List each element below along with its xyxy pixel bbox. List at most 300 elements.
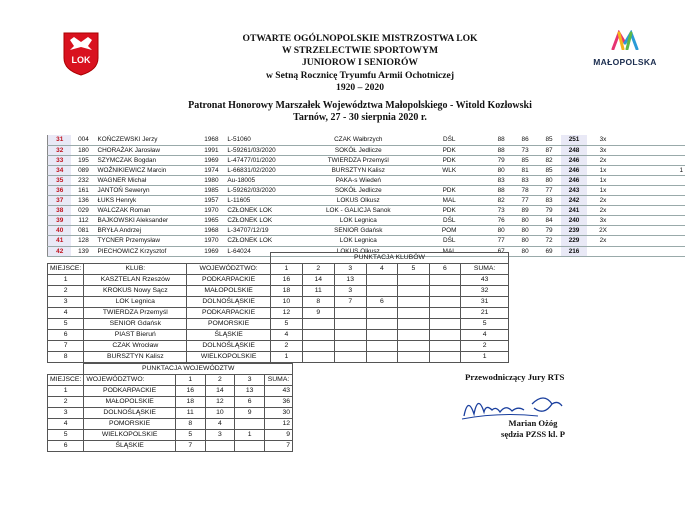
clubs-cell bbox=[334, 341, 366, 352]
clubs-header-cell: 4 bbox=[366, 264, 398, 275]
results-cell-pos: 42 bbox=[48, 246, 72, 256]
results-cell-sum: 246 bbox=[561, 155, 587, 165]
clubs-cell bbox=[334, 352, 366, 363]
voiv-header-cell: 2 bbox=[205, 375, 235, 386]
results-cell-voiv: DŚL bbox=[409, 236, 489, 246]
clubs-cell: PODKARPACKIE bbox=[187, 308, 271, 319]
results-cell-cls: 1x bbox=[587, 165, 619, 175]
results-cell-name: SZYMCZAK Bogdan bbox=[95, 155, 197, 165]
results-cell-cls: 2x bbox=[587, 155, 619, 165]
results-cell-pos: 35 bbox=[48, 175, 72, 185]
clubs-cell: 1 bbox=[48, 275, 84, 286]
jury-role: sędzia PZSS kl. P bbox=[501, 429, 565, 439]
voiv-cell: 8 bbox=[175, 419, 205, 430]
results-cell-year: 1968 bbox=[197, 135, 225, 145]
results-cell-pos: 41 bbox=[48, 236, 72, 246]
results-cell-pos: 37 bbox=[48, 196, 72, 206]
voiv-cell: 30 bbox=[264, 408, 292, 419]
results-cell-extra bbox=[619, 236, 685, 246]
results-cell-pos: 38 bbox=[48, 206, 72, 216]
results-cell-s1: 88 bbox=[489, 145, 513, 155]
results-cell-extra bbox=[619, 246, 685, 256]
clubs-cell: 5 bbox=[48, 319, 84, 330]
clubs-cell bbox=[429, 319, 461, 330]
results-cell-s2: 80 bbox=[513, 226, 537, 236]
results-cell-s2: 80 bbox=[513, 236, 537, 246]
clubs-cell: DOLNOŚLĄSKIE bbox=[187, 341, 271, 352]
clubs-cell: 1 bbox=[270, 352, 302, 363]
results-cell-s3: 87 bbox=[537, 145, 561, 155]
voiv-header-cell: MIEJSCE: bbox=[48, 375, 84, 386]
results-cell-lic: L-59261/03/2020 bbox=[225, 145, 307, 155]
voiv-cell: POMORSKIE bbox=[84, 419, 176, 430]
results-cell-extra bbox=[619, 185, 685, 195]
results-cell-sum: 243 bbox=[561, 185, 587, 195]
clubs-cell: 2 bbox=[270, 341, 302, 352]
clubs-cell bbox=[398, 297, 430, 308]
clubs-cell: 16 bbox=[270, 275, 302, 286]
voiv-cell: 2 bbox=[48, 397, 84, 408]
results-cell-extra bbox=[619, 196, 685, 206]
results-cell-s1: 77 bbox=[489, 236, 513, 246]
clubs-header-cell: 3 bbox=[334, 264, 366, 275]
results-row bbox=[48, 226, 686, 236]
results-row bbox=[48, 145, 686, 155]
results-cell-lic: L-51060 bbox=[225, 135, 307, 145]
results-cell-s3: 83 bbox=[537, 196, 561, 206]
clubs-cell bbox=[302, 352, 334, 363]
clubs-cell bbox=[398, 308, 430, 319]
results-cell-extra: 1 bbox=[619, 165, 685, 175]
results-cell-pos: 40 bbox=[48, 226, 72, 236]
clubs-cell: 7 bbox=[48, 341, 84, 352]
clubs-row bbox=[48, 319, 509, 330]
voiv-cell bbox=[205, 441, 235, 452]
results-cell-s1: 67 bbox=[489, 246, 513, 256]
clubs-header-cell: 1 bbox=[270, 264, 302, 275]
clubs-cell bbox=[366, 330, 398, 341]
results-row bbox=[48, 175, 686, 185]
results-cell-cls: 2X bbox=[587, 226, 619, 236]
results-cell-extra bbox=[619, 226, 685, 236]
results-cell-voiv: PDK bbox=[409, 145, 489, 155]
results-cell-s3: 80 bbox=[537, 175, 561, 185]
clubs-cell: 5 bbox=[461, 319, 509, 330]
clubs-cell: 9 bbox=[302, 308, 334, 319]
clubs-cell: SENIOR Gdańsk bbox=[84, 319, 187, 330]
results-cell-no: 029 bbox=[71, 206, 95, 216]
clubs-header-cell: 2 bbox=[302, 264, 334, 275]
header-place: Tarnów, 27 - 30 sierpnia 2020 r. bbox=[293, 112, 427, 124]
clubs-row bbox=[48, 286, 509, 297]
results-cell-s2: 77 bbox=[513, 196, 537, 206]
voiv-cell: 12 bbox=[264, 419, 292, 430]
clubs-cell bbox=[366, 275, 398, 286]
voiv-cell: 9 bbox=[264, 430, 292, 441]
results-cell-club: CZAK Wałbrzych bbox=[307, 135, 409, 145]
jury-title: Przewodniczący Jury RTS bbox=[465, 372, 565, 382]
results-cell-s3: 82 bbox=[537, 155, 561, 165]
results-cell-s1: 82 bbox=[489, 196, 513, 206]
results-cell-lic: L-59262/03/2020 bbox=[225, 185, 307, 195]
clubs-cell: 18 bbox=[270, 286, 302, 297]
results-cell-extra bbox=[619, 145, 685, 155]
clubs-cell bbox=[398, 341, 430, 352]
results-cell-extra bbox=[619, 155, 685, 165]
results-cell-name: CHORAŻAK Jarosław bbox=[95, 145, 197, 155]
results-cell-club: LOKUS Olkusz bbox=[307, 196, 409, 206]
results-cell-s1: 73 bbox=[489, 206, 513, 216]
results-cell-s1: 79 bbox=[489, 155, 513, 165]
results-cell-year: 1974 bbox=[197, 165, 225, 175]
results-row bbox=[48, 135, 686, 145]
clubs-cell: 3 bbox=[48, 297, 84, 308]
clubs-cell: POMORSKIE bbox=[187, 319, 271, 330]
results-row bbox=[48, 185, 686, 195]
results-cell-name: WALCZAK Roman bbox=[95, 206, 197, 216]
results-cell-club: LOKUS Olkusz bbox=[307, 246, 409, 256]
clubs-cell bbox=[334, 330, 366, 341]
voiv-cell: 13 bbox=[235, 386, 265, 397]
header-line-5: 1920 – 2020 bbox=[336, 81, 384, 93]
malopolska-m-icon bbox=[610, 30, 640, 50]
clubs-cell: 31 bbox=[461, 297, 509, 308]
clubs-cell: 7 bbox=[334, 297, 366, 308]
results-cell-sum: 242 bbox=[561, 196, 587, 206]
voiv-cell: 1 bbox=[48, 386, 84, 397]
voiv-row bbox=[48, 441, 293, 452]
results-cell-s1: 80 bbox=[489, 226, 513, 236]
voiv-cell: 36 bbox=[264, 397, 292, 408]
clubs-cell: 43 bbox=[461, 275, 509, 286]
results-cell-cls: 1x bbox=[587, 175, 619, 185]
results-cell-year: 1970 bbox=[197, 206, 225, 216]
clubs-cell: 2 bbox=[461, 341, 509, 352]
clubs-cell bbox=[366, 319, 398, 330]
results-cell-cls: 2x bbox=[587, 236, 619, 246]
results-cell-cls: 3x bbox=[587, 216, 619, 226]
voiv-cell: 7 bbox=[264, 441, 292, 452]
voiv-header-cell: SUMA: bbox=[264, 375, 292, 386]
clubs-cell: 8 bbox=[302, 297, 334, 308]
malopolska-logo-text: MAŁOPOLSKA bbox=[593, 57, 657, 67]
results-cell-year: 1969 bbox=[197, 246, 225, 256]
voiv-row bbox=[48, 386, 293, 397]
clubs-cell: CZAK Wrocław bbox=[84, 341, 187, 352]
results-cell-club: LOK - GALICJA Sanok bbox=[307, 206, 409, 216]
results-cell-year: 1965 bbox=[197, 216, 225, 226]
clubs-cell: MAŁOPOLSKIE bbox=[187, 286, 271, 297]
clubs-cell bbox=[398, 330, 430, 341]
results-cell-name: WAGNER Michał bbox=[95, 175, 197, 185]
clubs-cell bbox=[398, 319, 430, 330]
results-cell-extra bbox=[619, 216, 685, 226]
clubs-header-cell: 5 bbox=[398, 264, 430, 275]
results-cell-s3: 77 bbox=[537, 185, 561, 195]
results-cell-cls: 3x bbox=[587, 135, 619, 145]
voiv-cell: 16 bbox=[175, 386, 205, 397]
results-cell-s3: 85 bbox=[537, 165, 561, 175]
header-patron: Patronat Honorowy Marszałek Województwa Małopolskiego - Witold Kozłowski bbox=[188, 100, 532, 112]
results-cell-name: KOŃCZEWSKI Jerzy bbox=[95, 135, 197, 145]
results-cell-sum: 216 bbox=[561, 246, 587, 256]
clubs-cell: 14 bbox=[302, 275, 334, 286]
voiv-cell: DOLNOŚLĄSKIE bbox=[84, 408, 176, 419]
clubs-cell: WIELKOPOLSKIE bbox=[187, 352, 271, 363]
results-cell-s1: 83 bbox=[489, 175, 513, 185]
results-cell-lic: L-34707/12/19 bbox=[225, 226, 307, 236]
lok-logo bbox=[62, 30, 100, 76]
header-line-1: OTWARTE OGÓLNOPOLSKIE MISTRZOSTWA LOK bbox=[242, 33, 478, 44]
clubs-title: PUNKTACJA KLUBÓW bbox=[270, 253, 508, 264]
results-cell-s2: 80 bbox=[513, 246, 537, 256]
results-cell-club: SENIOR Gdańsk bbox=[307, 226, 409, 236]
results-cell-voiv: WLK bbox=[409, 165, 489, 175]
results-cell-sum: 239 bbox=[561, 226, 587, 236]
clubs-header-cell: MIEJSCE: bbox=[48, 264, 84, 275]
results-cell-sum: 251 bbox=[561, 135, 587, 145]
results-cell-lic: L-11605 bbox=[225, 196, 307, 206]
results-cell-sum: 246 bbox=[561, 175, 587, 185]
results-cell-voiv: PDK bbox=[409, 206, 489, 216]
clubs-row bbox=[48, 330, 509, 341]
clubs-cell bbox=[429, 330, 461, 341]
clubs-cell: 13 bbox=[334, 275, 366, 286]
clubs-cell bbox=[398, 275, 430, 286]
results-cell-s1: 76 bbox=[489, 216, 513, 226]
results-cell-s1: 80 bbox=[489, 165, 513, 175]
header-line-3: JUNIOROW I SENIORÓW bbox=[301, 57, 419, 69]
results-cell-cls bbox=[587, 246, 619, 256]
clubs-cell: 5 bbox=[270, 319, 302, 330]
voiv-row bbox=[48, 419, 293, 430]
clubs-header-cell: KLUB: bbox=[84, 264, 187, 275]
voivodeship-table bbox=[47, 363, 293, 452]
clubs-cell: 1 bbox=[461, 352, 509, 363]
results-cell-year: 1980 bbox=[197, 175, 225, 185]
voiv-cell: PODKARPACKIE bbox=[84, 386, 176, 397]
results-cell-cls: 1x bbox=[587, 185, 619, 195]
voiv-cell: 11 bbox=[175, 408, 205, 419]
voiv-cell: 6 bbox=[48, 441, 84, 452]
results-row bbox=[48, 216, 686, 226]
results-row bbox=[48, 196, 686, 206]
clubs-cell bbox=[366, 352, 398, 363]
clubs-cell bbox=[302, 330, 334, 341]
voiv-header-row bbox=[48, 375, 293, 386]
results-cell-sum: 246 bbox=[561, 165, 587, 175]
results-cell-lic: L-47477/01/2020 bbox=[225, 155, 307, 165]
clubs-cell: 6 bbox=[48, 330, 84, 341]
clubs-cell: 8 bbox=[48, 352, 84, 363]
results-cell-year: 1968 bbox=[197, 226, 225, 236]
clubs-cell bbox=[429, 286, 461, 297]
results-cell-name: ŁUKS Henryk bbox=[95, 196, 197, 206]
results-cell-s3: 79 bbox=[537, 226, 561, 236]
clubs-cell bbox=[429, 352, 461, 363]
results-cell-no: 161 bbox=[71, 185, 95, 195]
header-line-4: w Setną Rocznicę Tryumfu Armii Ochotniczej bbox=[265, 69, 455, 81]
voiv-cell: 18 bbox=[175, 397, 205, 408]
clubs-cell bbox=[429, 308, 461, 319]
results-cell-s2: 80 bbox=[513, 216, 537, 226]
voiv-cell: 4 bbox=[205, 419, 235, 430]
voiv-cell bbox=[235, 441, 265, 452]
results-row bbox=[48, 206, 686, 216]
voiv-cell: 1 bbox=[235, 430, 265, 441]
results-cell-lic: CZŁONEK LOK bbox=[225, 216, 307, 226]
jury-name: Marian Ożóg bbox=[508, 418, 558, 428]
results-cell-year: 1985 bbox=[197, 185, 225, 195]
results-cell-pos: 32 bbox=[48, 145, 72, 155]
results-cell-lic: CZŁONEK LOK bbox=[225, 206, 307, 216]
clubs-cell: 12 bbox=[270, 308, 302, 319]
results-cell-voiv: DŚL bbox=[409, 135, 489, 145]
results-cell-no: 128 bbox=[71, 236, 95, 246]
clubs-cell: TWIERDZA Przemyśl bbox=[84, 308, 187, 319]
results-cell-s2: 83 bbox=[513, 175, 537, 185]
voiv-cell: 3 bbox=[48, 408, 84, 419]
clubs-cell: PODKARPACKIE bbox=[187, 275, 271, 286]
voiv-cell: 4 bbox=[48, 419, 84, 430]
results-cell-name: BAJKOWSKI Aleksander bbox=[95, 216, 197, 226]
voiv-cell: 6 bbox=[235, 397, 265, 408]
voiv-cell: 10 bbox=[205, 408, 235, 419]
results-cell-pos: 31 bbox=[48, 135, 72, 145]
clubs-cell: 3 bbox=[334, 286, 366, 297]
results-cell-lic: L-64024 bbox=[225, 246, 307, 256]
results-cell-sum: 241 bbox=[561, 206, 587, 216]
results-cell-name: TYCNER Przemysław bbox=[95, 236, 197, 246]
results-cell-pos: 39 bbox=[48, 216, 72, 226]
results-cell-s3: 85 bbox=[537, 135, 561, 145]
results-cell-club: TWIERDZA Przemyśl bbox=[307, 155, 409, 165]
results-cell-no: 136 bbox=[71, 196, 95, 206]
malopolska-logo bbox=[590, 30, 660, 68]
results-row bbox=[48, 165, 686, 175]
voiv-header-cell: WOJEWÓDZTWO: bbox=[84, 375, 176, 386]
results-cell-s2: 73 bbox=[513, 145, 537, 155]
results-cell-club: SOKÓŁ Jedlicze bbox=[307, 145, 409, 155]
results-cell-cls: 3x bbox=[587, 145, 619, 155]
clubs-table bbox=[47, 252, 509, 363]
results-cell-s1: 88 bbox=[489, 135, 513, 145]
results-cell-voiv: MAL bbox=[409, 246, 489, 256]
voiv-row bbox=[48, 397, 293, 408]
voiv-cell: 12 bbox=[205, 397, 235, 408]
results-cell-no: 112 bbox=[71, 216, 95, 226]
clubs-cell: DOLNOŚLĄSKIE bbox=[187, 297, 271, 308]
results-cell-cls: 2x bbox=[587, 206, 619, 216]
clubs-cell: KASZTELAN Rzeszów bbox=[84, 275, 187, 286]
clubs-cell: 4 bbox=[48, 308, 84, 319]
results-cell-no: 180 bbox=[71, 145, 95, 155]
results-cell-year: 1970 bbox=[197, 236, 225, 246]
results-cell-no: 004 bbox=[71, 135, 95, 145]
results-cell-no: 081 bbox=[71, 226, 95, 236]
clubs-cell bbox=[398, 352, 430, 363]
clubs-cell: 11 bbox=[302, 286, 334, 297]
clubs-cell bbox=[429, 341, 461, 352]
results-cell-year: 1969 bbox=[197, 155, 225, 165]
results-cell-s2: 78 bbox=[513, 185, 537, 195]
results-cell-sum: 248 bbox=[561, 145, 587, 155]
results-cell-sum: 229 bbox=[561, 236, 587, 246]
voiv-spacer bbox=[48, 364, 84, 375]
clubs-header-cell: WOJEWÓDZTWO: bbox=[187, 264, 271, 275]
results-cell-club: LOK Legnica bbox=[307, 216, 409, 226]
voiv-cell: 3 bbox=[205, 430, 235, 441]
clubs-cell: KROKUS Nowy Sącz bbox=[84, 286, 187, 297]
results-cell-voiv: POM bbox=[409, 226, 489, 236]
results-cell-voiv: MAL bbox=[409, 196, 489, 206]
results-cell-club: SOKÓŁ Jedlicze bbox=[307, 185, 409, 195]
results-cell-s2: 89 bbox=[513, 206, 537, 216]
voiv-cell: 43 bbox=[264, 386, 292, 397]
clubs-row bbox=[48, 341, 509, 352]
results-cell-s3: 72 bbox=[537, 236, 561, 246]
results-cell-s3: 79 bbox=[537, 206, 561, 216]
results-row bbox=[48, 236, 686, 246]
voiv-header-cell: 1 bbox=[175, 375, 205, 386]
clubs-cell: 10 bbox=[270, 297, 302, 308]
voiv-cell: MAŁOPOLSKIE bbox=[84, 397, 176, 408]
voiv-row bbox=[48, 408, 293, 419]
clubs-spacer bbox=[48, 253, 271, 264]
lok-logo-text: LOK bbox=[71, 55, 91, 65]
jury-signer bbox=[488, 418, 578, 440]
results-cell-club: BURSZTYN Kalisz bbox=[307, 165, 409, 175]
header-line-2: W STRZELECTWIE SPORTOWYM bbox=[281, 45, 439, 57]
clubs-cell bbox=[334, 308, 366, 319]
results-cell-s3: 84 bbox=[537, 216, 561, 226]
results-cell-year: 1957 bbox=[197, 196, 225, 206]
results-cell-cls: 2x bbox=[587, 196, 619, 206]
clubs-cell: 32 bbox=[461, 286, 509, 297]
clubs-cell: 2 bbox=[48, 286, 84, 297]
clubs-row bbox=[48, 275, 509, 286]
results-cell-no: 089 bbox=[71, 165, 95, 175]
clubs-cell bbox=[302, 341, 334, 352]
voiv-cell: 7 bbox=[175, 441, 205, 452]
results-cell-sum: 240 bbox=[561, 216, 587, 226]
results-cell-no: 139 bbox=[71, 246, 95, 256]
clubs-cell: 6 bbox=[366, 297, 398, 308]
voiv-header-cell: 3 bbox=[235, 375, 265, 386]
clubs-row bbox=[48, 308, 509, 319]
results-cell-voiv bbox=[409, 175, 489, 185]
voiv-row bbox=[48, 430, 293, 441]
results-cell-lic: Au-18005 bbox=[225, 175, 307, 185]
results-cell-extra bbox=[619, 175, 685, 185]
clubs-cell bbox=[366, 341, 398, 352]
results-cell-extra bbox=[619, 135, 685, 145]
results-cell-pos: 36 bbox=[48, 185, 72, 195]
clubs-cell bbox=[429, 297, 461, 308]
results-cell-year: 1991 bbox=[197, 145, 225, 155]
clubs-cell: BURSZTYN Kalisz bbox=[84, 352, 187, 363]
clubs-cell bbox=[429, 275, 461, 286]
clubs-cell: LOK Legnica bbox=[84, 297, 187, 308]
results-cell-lic: CZŁONEK LOK bbox=[225, 236, 307, 246]
results-cell-no: 232 bbox=[71, 175, 95, 185]
results-cell-voiv: PDK bbox=[409, 185, 489, 195]
clubs-cell: 4 bbox=[461, 330, 509, 341]
results-cell-pos: 33 bbox=[48, 155, 72, 165]
voiv-cell: WIELKOPOLSKIE bbox=[84, 430, 176, 441]
voiv-cell: 14 bbox=[205, 386, 235, 397]
results-cell-name: JANTOŃ Seweryn bbox=[95, 185, 197, 195]
